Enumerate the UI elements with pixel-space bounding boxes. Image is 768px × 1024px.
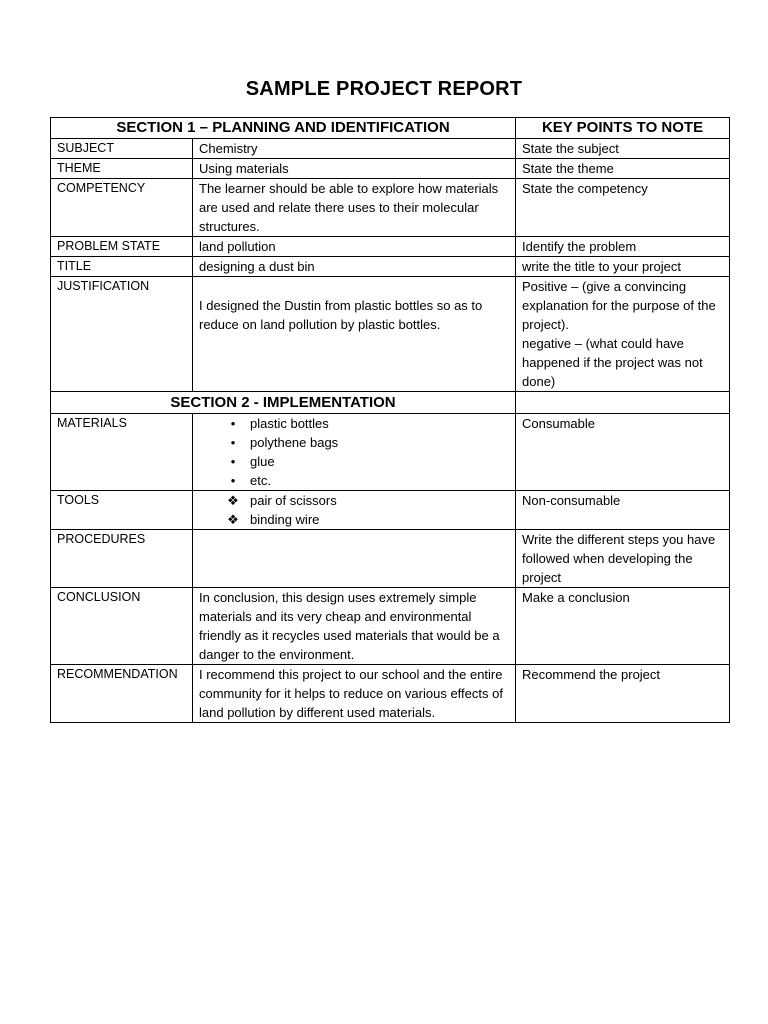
diamond-bullet-icon: ❖ [227, 512, 239, 527]
problem-value: land pollution [193, 237, 516, 257]
subject-label: SUBJECT [51, 139, 193, 159]
materials-cell [193, 414, 516, 491]
tools-note: Non-consumable [516, 491, 730, 530]
report-table [50, 117, 730, 723]
keypoints-header: KEY POINTS TO NOTE [516, 118, 730, 139]
theme-label: THEME [51, 159, 193, 179]
justification-cell [193, 277, 516, 392]
table-row [51, 159, 730, 179]
subject-note: State the subject [516, 139, 730, 159]
page-title: SAMPLE PROJECT REPORT [245, 78, 523, 100]
table-row [51, 257, 730, 277]
list-item [199, 471, 509, 490]
materials-list [199, 414, 509, 490]
competency-label: COMPETENCY [51, 179, 193, 237]
list-item [199, 510, 509, 529]
recommendation-note: Recommend the project [516, 665, 730, 723]
title-value: designing a dust bin [193, 257, 516, 277]
tools-cell [193, 491, 516, 530]
tools-label: TOOLS [51, 491, 193, 530]
justification-note-positive: Positive – (give a convincing explanation for the purpose of the project). [522, 279, 716, 332]
materials-item: etc. [250, 473, 271, 488]
tools-item: pair of scissors [250, 493, 337, 508]
bullet-icon: • [230, 473, 236, 488]
list-item [199, 452, 509, 471]
justification-value: I designed the Dustin from plastic bottles so as to reduce on land pollution by plastic bottles. [199, 298, 483, 332]
tools-item: binding wire [250, 512, 320, 527]
table-row [51, 179, 730, 237]
materials-label: MATERIALS [51, 414, 193, 491]
procedures-value [193, 530, 516, 588]
subject-value: Chemistry [193, 139, 516, 159]
table-row [51, 414, 730, 491]
justification-note-negative: negative – (what could have happened if the project was not done) [522, 336, 703, 389]
recommendation-label: RECOMMENDATION [51, 665, 193, 723]
section2-empty-cell [516, 392, 730, 414]
theme-value: Using materials [193, 159, 516, 179]
table-row [51, 588, 730, 665]
materials-item: glue [250, 454, 275, 469]
title-note: write the title to your project [516, 257, 730, 277]
table-row [51, 665, 730, 723]
diamond-bullet-icon: ❖ [227, 493, 239, 508]
justification-note-cell [516, 277, 730, 392]
table-row [51, 139, 730, 159]
recommendation-value: I recommend this project to our school and the entire community for it helps to reduce on various effects of land pollution by different used materials. [193, 665, 516, 723]
theme-note: State the theme [516, 159, 730, 179]
bullet-icon: • [230, 454, 236, 469]
list-item [199, 433, 509, 452]
table-row [51, 237, 730, 257]
table-row [51, 530, 730, 588]
materials-item: plastic bottles [250, 416, 329, 431]
competency-note: State the competency [516, 179, 730, 237]
table-header-row [51, 118, 730, 139]
conclusion-note: Make a conclusion [516, 588, 730, 665]
justification-label: JUSTIFICATION [51, 277, 193, 392]
procedures-note: Write the different steps you have followed when developing the project [516, 530, 730, 588]
table-row [51, 277, 730, 392]
list-item [199, 491, 509, 510]
problem-note: Identify the problem [516, 237, 730, 257]
bullet-icon: • [230, 435, 236, 450]
bullet-icon: • [230, 416, 236, 431]
section2-header: SECTION 2 - IMPLEMENTATION [51, 392, 516, 414]
materials-item: polythene bags [250, 435, 339, 450]
table-row [51, 491, 730, 530]
materials-note: Consumable [516, 414, 730, 491]
section2-header-row [51, 392, 730, 414]
conclusion-value: In conclusion, this design uses extremely simple materials and its very cheap and environmental friendly as it recycles used materials that would be a danger to the environment. [193, 588, 516, 665]
title-label: TITLE [51, 257, 193, 277]
list-item [199, 414, 509, 433]
problem-label: PROBLEM STATE [51, 237, 193, 257]
section1-header: SECTION 1 – PLANNING AND IDENTIFICATION [51, 118, 516, 139]
conclusion-label: CONCLUSION [51, 588, 193, 665]
tools-list [199, 491, 509, 529]
competency-value: The learner should be able to explore how materials are used and relate there uses to their molecular structures. [193, 179, 516, 237]
procedures-label: PROCEDURES [51, 530, 193, 588]
